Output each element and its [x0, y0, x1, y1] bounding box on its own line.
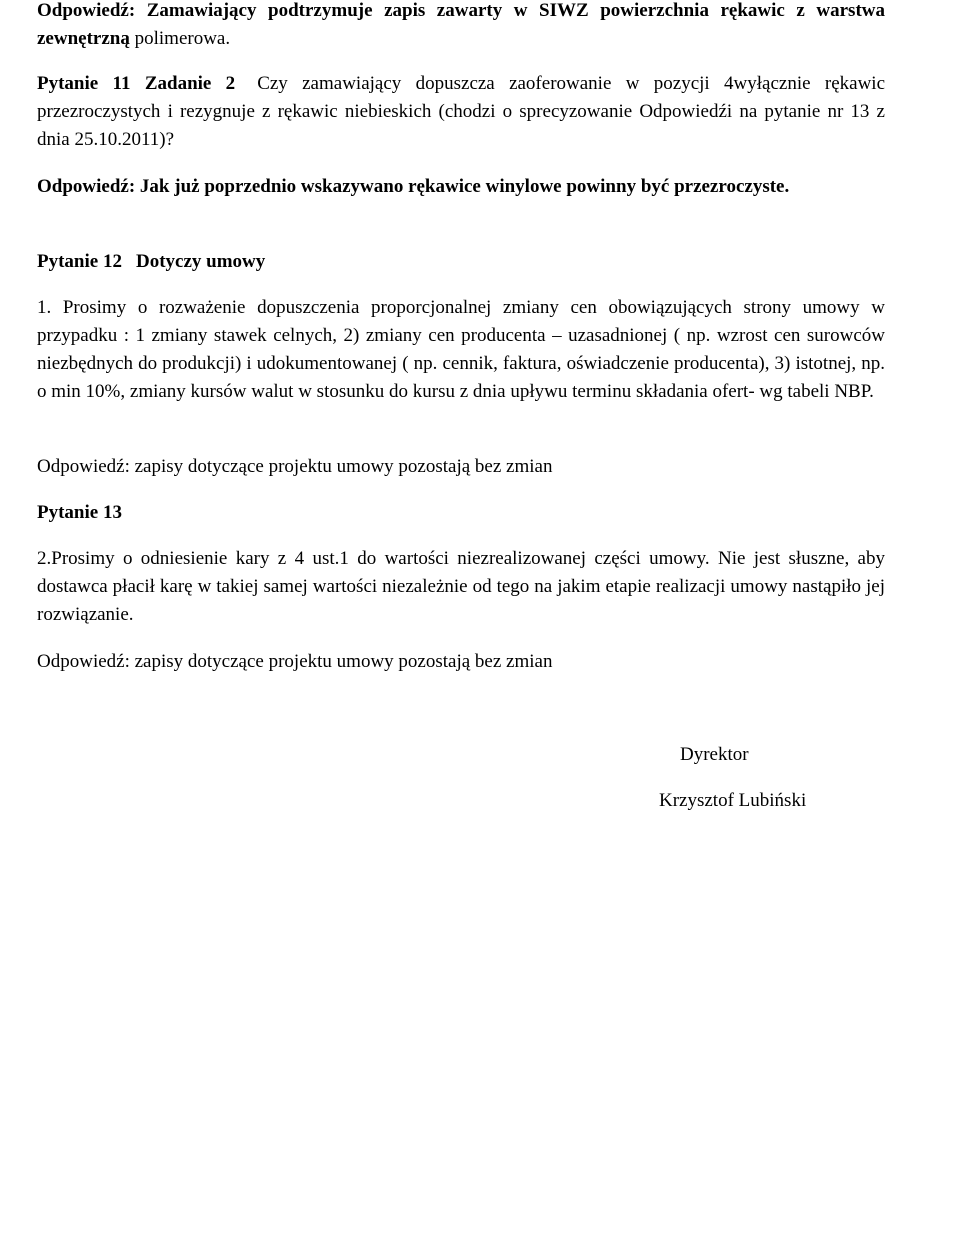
question-11-text: Czy zamawiający dopuszcza zaoferowanie w pozycji 4wyłącznie rękawic przezroczystych i rezygnuje z rękawic niebieskich (chodzi o sprecyzowanie Odpowiedźi na pytanie nr 13 z dnia 25.10.2011)? — [37, 73, 885, 150]
answer-13-paragraph: Odpowiedź: zapisy dotyczące projektu umowy pozostają bez zmian — [37, 651, 553, 672]
answer-11-paragraph: Odpowiedź: Jak już poprzednio wskazywano rękawice winylowe powinny być przezroczyste. — [37, 176, 790, 197]
signature-title: Dyrektor — [680, 744, 749, 765]
answer-bold-text: Odpowiedź: Zamawiający podtrzymuje zapis zawarty w SIWZ powierzchnia rękawic z warstwa zewnętrzną — [37, 0, 885, 49]
answer-normal-text: polimerowa. — [129, 28, 231, 49]
question-13-heading: Pytanie 13 — [37, 502, 122, 523]
answer-paragraph-coating — [37, 0, 885, 53]
answer-12-paragraph: Odpowiedź: zapisy dotyczące projektu umowy pozostają bez zmian — [37, 456, 553, 477]
question-12-topic: Dotyczy umowy — [135, 251, 266, 272]
question-12-text: 1. Prosimy o rozważenie dopuszczenia proporcjonalnej zmiany cen obowiązujących strony umowy w przypadku : 1 zmiany stawek celnych, 2) zmiany cen producenta – uzasadnionej ( np. wzrost cen surowców niezbędnych do produkcji) i udokumentowanej ( np. cennik, faktura, oświadczenie producenta), 3) istotnej, np. o min 10%, zmiany kursów walut w stosunku do kursu z dnia upływu terminu składania ofert- wg tabeli NBP. — [37, 297, 885, 402]
question-11-label: Pytanie 11 Zadanie 2 — [37, 73, 236, 94]
question-11-paragraph — [37, 70, 885, 154]
signature-name: Krzysztof Lubiński — [659, 790, 807, 811]
question-12-label: Pytanie 12 — [37, 251, 122, 272]
question-13-text: 2.Prosimy o odniesienie kary z 4 ust.1 do wartości niezrealizowanej części umowy. Nie jest słuszne, aby dostawca płacił karę w takiej samej wartości niezależnie od tego na jakim etapie realizacji umowy nastąpiło jej rozwiązanie. — [37, 548, 885, 625]
question-12-heading — [37, 248, 885, 276]
